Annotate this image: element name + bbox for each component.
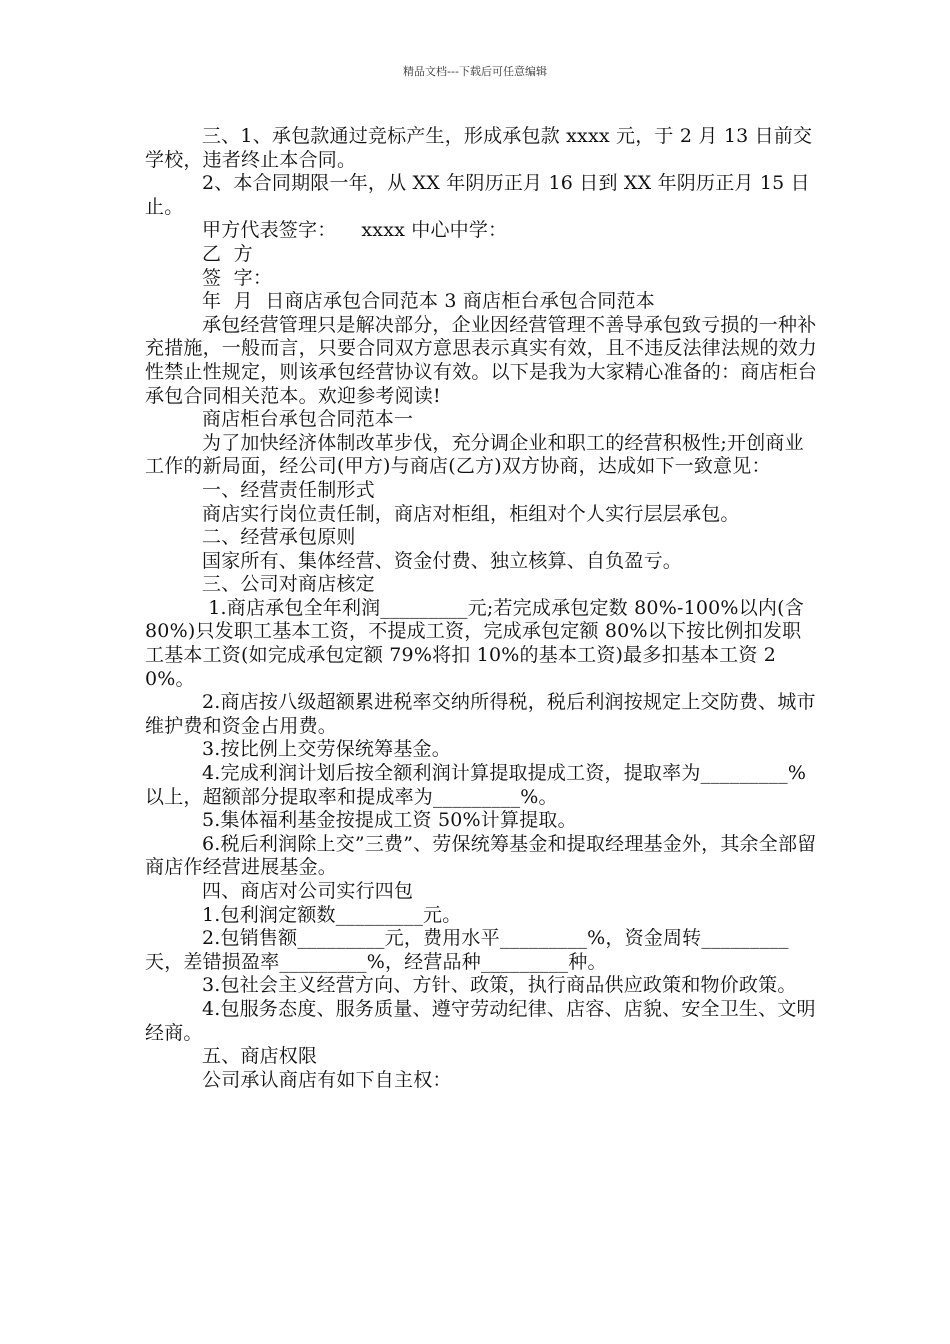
paragraph: 5.集体福利基金按提成工资 50%计算提取。 xyxy=(202,809,577,832)
paragraph: 签 字： xyxy=(202,266,273,289)
page-header: 精品文档---下载后可任意编辑 xyxy=(403,65,547,78)
paragraph: 承包经营管理只是解决部分，企业因经营管理不善导承包致亏损的一种补充措施，一般而言，只要合同双方意思表示真实有效，且不违反法律法规的效力性禁止性规定，则该承包经营协议有效。以下是我为大家精心准备的：商店柜台承包合同相关范本。欢迎参考阅读! xyxy=(145,313,818,407)
paragraph: 一、经营责任制形式 xyxy=(202,478,375,501)
paragraph: 甲方代表签字： xxxx 中心中学： xyxy=(202,219,508,242)
paragraph: 1.包利润定额数_________元。 xyxy=(202,903,462,926)
paragraph: 公司承认商店有如下自主权： xyxy=(202,1068,452,1091)
paragraph: 三、1、承包款通过竞标产生，形成承包款 xxxx 元，于 2 月 13 日前交学校，违者终止本合同。 xyxy=(145,125,813,171)
paragraph: 4.完成利润计划后按全额利润计算提取提成工资，提取率为_________%以上，超额部分提取率和提成率为_________%。 xyxy=(145,762,807,808)
paragraph: 商店实行岗位责任制，商店对柜组，柜组对个人实行层层承包。 xyxy=(202,502,740,525)
paragraph: 2.商店按八级超额累进税率交纳所得税，税后利润按规定上交防费、城市维护费和资金占用费。 xyxy=(145,691,816,737)
paragraph: 2.包销售额_________元，费用水平_________%，资金周转_________天，差错损盈率_________%，经营品种_________种。 xyxy=(145,927,789,973)
paragraph: 乙 方 xyxy=(202,242,253,265)
paragraph: 为了加快经济体制改革步伐，充分调企业和职工的经营积极性;开创商业工作的新局面，经公司(甲方)与商店(乙方)双方协商，达成如下一致意见： xyxy=(145,431,804,478)
paragraph: 四、商店对公司实行四包 xyxy=(202,880,414,902)
paragraph: 3.按比例上交劳保统筹基金。 xyxy=(202,738,451,761)
paragraph: 4.包服务态度、服务质量、遵守劳动纪律、店容、店貌、安全卫生、文明经商。 xyxy=(145,997,816,1044)
paragraph: 国家所有、集体经营、资金付费、独立核算、自负盈亏。 xyxy=(202,549,683,572)
paragraph: 2、本合同期限一年，从 XX 年阴历正月 16 日到 XX 年阴历正月 15 日止。 xyxy=(145,172,810,218)
document-body xyxy=(145,125,820,1092)
paragraph: 二、经营承包原则 xyxy=(202,526,356,549)
paragraph: 五、商店权限 xyxy=(202,1045,318,1068)
paragraph: 商店柜台承包合同范本一 xyxy=(202,408,414,431)
paragraph: 1.商店承包全年利润_________元;若完成承包定数 80%-100%以内(含 80%)只发职工基本工资，不提成工资，完成承包定额 80%以下按比例扣发职工基本工资(如完成承包定额 79%将扣 10%的基本工资)最多扣基本工资 20%。 xyxy=(145,596,811,690)
paragraph: 年 月 日商店承包合同范本 3 商店柜台承包合同范本 xyxy=(202,290,655,313)
paragraph: 6.税后利润除上交”三费”、劳保统筹基金和提取经理基金外，其余全部留商店作经营进展基金。 xyxy=(145,832,817,879)
paragraph: 三、公司对商店核定 xyxy=(202,573,375,596)
paragraph: 3.包社会主义经营方向、方针、政策，执行商品供应政策和物价政策。 xyxy=(202,974,797,997)
